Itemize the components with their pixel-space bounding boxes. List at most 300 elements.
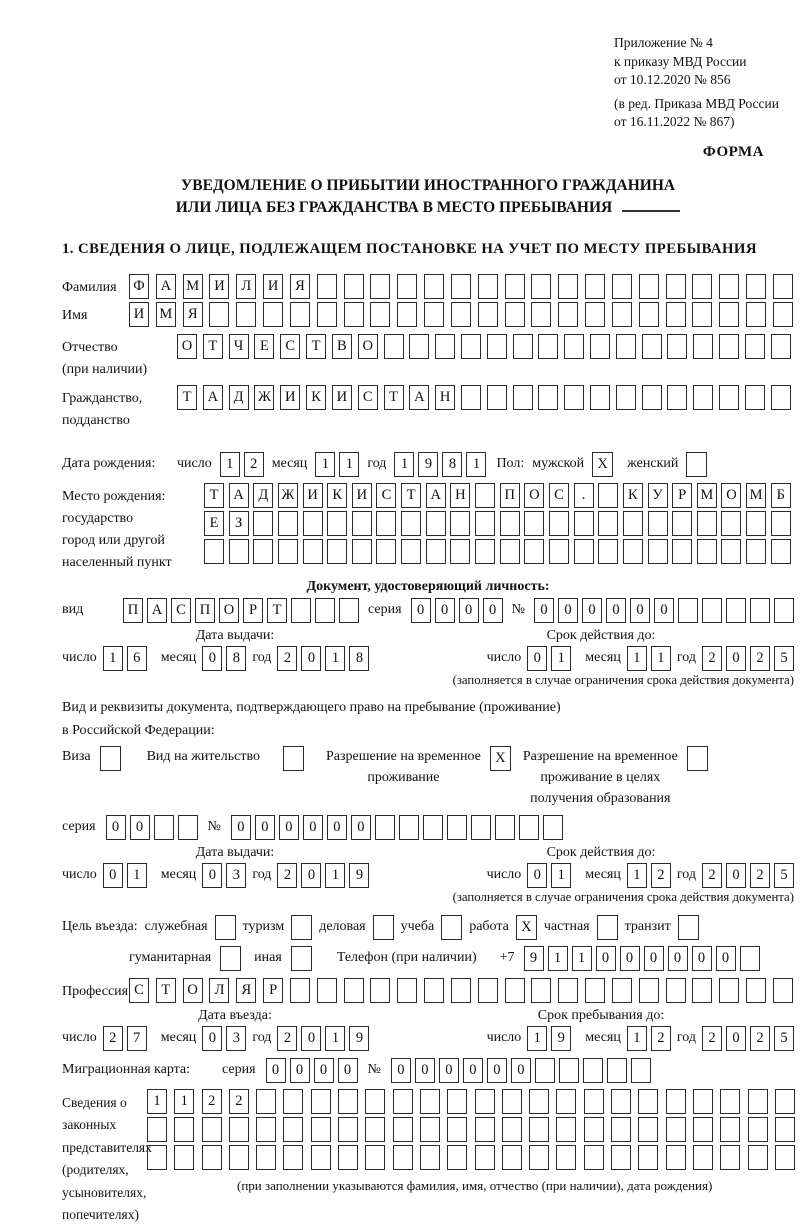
- char-cell[interactable]: 8: [349, 646, 369, 671]
- char-cell[interactable]: [447, 1145, 467, 1170]
- char-cell[interactable]: 1: [325, 646, 345, 671]
- char-cell[interactable]: 0: [511, 1058, 531, 1083]
- char-cell[interactable]: [344, 978, 364, 1003]
- char-cell[interactable]: 2: [702, 863, 722, 888]
- char-cell[interactable]: [666, 302, 686, 327]
- char-cell[interactable]: [376, 539, 396, 564]
- char-cell[interactable]: [256, 1117, 276, 1142]
- char-cell[interactable]: Ф: [129, 274, 149, 299]
- char-cell[interactable]: И: [303, 483, 323, 508]
- char-cell[interactable]: [746, 511, 766, 536]
- char-cell[interactable]: [426, 511, 446, 536]
- char-cell[interactable]: 0: [644, 946, 664, 971]
- char-cell[interactable]: О: [219, 598, 239, 623]
- char-cell[interactable]: [693, 334, 713, 359]
- char-cell[interactable]: 1: [127, 863, 147, 888]
- char-cell[interactable]: [451, 978, 471, 1003]
- char-cell[interactable]: [773, 978, 793, 1003]
- char-cell[interactable]: 0: [303, 815, 323, 840]
- char-cell[interactable]: [256, 1145, 276, 1170]
- char-cell[interactable]: Д: [253, 483, 273, 508]
- char-cell[interactable]: [399, 815, 419, 840]
- char-cell[interactable]: 2: [277, 1026, 297, 1051]
- char-cell[interactable]: Л: [236, 274, 256, 299]
- char-cell[interactable]: [585, 978, 605, 1003]
- char-cell[interactable]: [471, 815, 491, 840]
- char-cell[interactable]: [478, 978, 498, 1003]
- char-cell[interactable]: О: [358, 334, 378, 359]
- char-cell[interactable]: 0: [301, 863, 321, 888]
- char-cell[interactable]: [352, 539, 372, 564]
- char-cell[interactable]: 1: [325, 863, 345, 888]
- char-cell[interactable]: Н: [450, 483, 470, 508]
- char-cell[interactable]: О: [524, 483, 544, 508]
- char-cell[interactable]: [475, 1089, 495, 1114]
- char-cell[interactable]: [283, 1089, 303, 1114]
- char-cell[interactable]: [420, 1117, 440, 1142]
- char-cell[interactable]: [311, 1145, 331, 1170]
- char-cell[interactable]: [719, 302, 739, 327]
- char-cell[interactable]: [365, 1145, 385, 1170]
- char-cell[interactable]: Я: [236, 978, 256, 1003]
- char-cell[interactable]: [202, 1145, 222, 1170]
- char-cell[interactable]: [447, 815, 467, 840]
- char-cell[interactable]: [461, 334, 481, 359]
- char-cell[interactable]: 2: [651, 863, 671, 888]
- char-cell[interactable]: С: [280, 334, 300, 359]
- char-cell[interactable]: А: [426, 483, 446, 508]
- char-cell[interactable]: С: [171, 598, 191, 623]
- purpose-private-checkbox[interactable]: [597, 915, 618, 940]
- char-cell[interactable]: [697, 511, 717, 536]
- char-cell[interactable]: [375, 815, 395, 840]
- char-cell[interactable]: [487, 334, 507, 359]
- char-cell[interactable]: [538, 385, 558, 410]
- char-cell[interactable]: 0: [435, 598, 455, 623]
- char-cell[interactable]: [538, 334, 558, 359]
- char-cell[interactable]: Ж: [254, 385, 274, 410]
- char-cell[interactable]: [344, 274, 364, 299]
- char-cell[interactable]: [370, 302, 390, 327]
- char-cell[interactable]: К: [623, 483, 643, 508]
- char-cell[interactable]: [556, 1145, 576, 1170]
- char-cell[interactable]: 5: [774, 863, 794, 888]
- char-cell[interactable]: [420, 1145, 440, 1170]
- char-cell[interactable]: 0: [487, 1058, 507, 1083]
- sex-female-checkbox[interactable]: [686, 452, 707, 477]
- char-cell[interactable]: 0: [463, 1058, 483, 1083]
- char-cell[interactable]: [611, 1089, 631, 1114]
- char-cell[interactable]: М: [746, 483, 766, 508]
- char-cell[interactable]: [376, 511, 396, 536]
- char-cell[interactable]: 0: [290, 1058, 310, 1083]
- char-cell[interactable]: [397, 274, 417, 299]
- char-cell[interactable]: [365, 1117, 385, 1142]
- char-cell[interactable]: [748, 1145, 768, 1170]
- char-cell[interactable]: [773, 274, 793, 299]
- char-cell[interactable]: [697, 539, 717, 564]
- char-cell[interactable]: [311, 1089, 331, 1114]
- char-cell[interactable]: [639, 302, 659, 327]
- char-cell[interactable]: [531, 302, 551, 327]
- char-cell[interactable]: [574, 539, 594, 564]
- char-cell[interactable]: 1: [627, 646, 647, 671]
- char-cell[interactable]: [612, 274, 632, 299]
- char-cell[interactable]: [447, 1117, 467, 1142]
- char-cell[interactable]: [524, 511, 544, 536]
- char-cell[interactable]: И: [129, 302, 149, 327]
- char-cell[interactable]: 0: [202, 646, 222, 671]
- char-cell[interactable]: [409, 334, 429, 359]
- char-cell[interactable]: 0: [202, 863, 222, 888]
- char-cell[interactable]: 2: [103, 1026, 123, 1051]
- char-cell[interactable]: [529, 1145, 549, 1170]
- char-cell[interactable]: 0: [411, 598, 431, 623]
- purpose-humanitarian-checkbox[interactable]: [220, 946, 241, 971]
- char-cell[interactable]: [531, 274, 551, 299]
- char-cell[interactable]: 0: [231, 815, 251, 840]
- char-cell[interactable]: 0: [439, 1058, 459, 1083]
- char-cell[interactable]: 0: [106, 815, 126, 840]
- char-cell[interactable]: [693, 385, 713, 410]
- char-cell[interactable]: С: [376, 483, 396, 508]
- char-cell[interactable]: Д: [229, 385, 249, 410]
- char-cell[interactable]: [174, 1145, 194, 1170]
- purpose-study-checkbox[interactable]: [441, 915, 462, 940]
- char-cell[interactable]: [750, 598, 770, 623]
- char-cell[interactable]: [451, 274, 471, 299]
- char-cell[interactable]: 0: [620, 946, 640, 971]
- char-cell[interactable]: [666, 1117, 686, 1142]
- char-cell[interactable]: [317, 978, 337, 1003]
- char-cell[interactable]: [290, 302, 310, 327]
- char-cell[interactable]: А: [156, 274, 176, 299]
- char-cell[interactable]: 5: [774, 646, 794, 671]
- char-cell[interactable]: [639, 978, 659, 1003]
- char-cell[interactable]: 0: [314, 1058, 334, 1083]
- char-cell[interactable]: [478, 302, 498, 327]
- char-cell[interactable]: [719, 385, 739, 410]
- char-cell[interactable]: [648, 511, 668, 536]
- char-cell[interactable]: [638, 1117, 658, 1142]
- char-cell[interactable]: 1: [572, 946, 592, 971]
- char-cell[interactable]: Ч: [229, 334, 249, 359]
- char-cell[interactable]: [746, 302, 766, 327]
- char-cell[interactable]: [505, 978, 525, 1003]
- char-cell[interactable]: [529, 1089, 549, 1114]
- char-cell[interactable]: П: [123, 598, 143, 623]
- char-cell[interactable]: [505, 302, 525, 327]
- char-cell[interactable]: А: [147, 598, 167, 623]
- char-cell[interactable]: [720, 1117, 740, 1142]
- char-cell[interactable]: 9: [349, 863, 369, 888]
- char-cell[interactable]: [748, 1089, 768, 1114]
- char-cell[interactable]: У: [648, 483, 668, 508]
- char-cell[interactable]: И: [209, 274, 229, 299]
- char-cell[interactable]: [666, 274, 686, 299]
- char-cell[interactable]: [202, 1117, 222, 1142]
- char-cell[interactable]: 0: [391, 1058, 411, 1083]
- char-cell[interactable]: Ж: [278, 483, 298, 508]
- char-cell[interactable]: С: [129, 978, 149, 1003]
- char-cell[interactable]: [666, 1145, 686, 1170]
- char-cell[interactable]: [720, 1145, 740, 1170]
- char-cell[interactable]: [771, 511, 791, 536]
- char-cell[interactable]: [475, 511, 495, 536]
- char-cell[interactable]: [487, 385, 507, 410]
- char-cell[interactable]: 0: [527, 646, 547, 671]
- char-cell[interactable]: [558, 978, 578, 1003]
- char-cell[interactable]: Т: [203, 334, 223, 359]
- char-cell[interactable]: Е: [254, 334, 274, 359]
- char-cell[interactable]: [773, 302, 793, 327]
- char-cell[interactable]: [558, 274, 578, 299]
- char-cell[interactable]: [556, 1117, 576, 1142]
- char-cell[interactable]: [672, 539, 692, 564]
- char-cell[interactable]: [720, 1089, 740, 1114]
- char-cell[interactable]: [229, 1117, 249, 1142]
- char-cell[interactable]: [317, 274, 337, 299]
- residence-permit-checkbox[interactable]: [283, 746, 304, 771]
- char-cell[interactable]: 9: [349, 1026, 369, 1051]
- char-cell[interactable]: А: [229, 483, 249, 508]
- char-cell[interactable]: [638, 1089, 658, 1114]
- char-cell[interactable]: 0: [301, 1026, 321, 1051]
- visa-checkbox[interactable]: [100, 746, 121, 771]
- char-cell[interactable]: [543, 815, 563, 840]
- char-cell[interactable]: [338, 1089, 358, 1114]
- char-cell[interactable]: [771, 539, 791, 564]
- char-cell[interactable]: [475, 539, 495, 564]
- char-cell[interactable]: [590, 334, 610, 359]
- char-cell[interactable]: [315, 598, 335, 623]
- char-cell[interactable]: [574, 511, 594, 536]
- char-cell[interactable]: [450, 511, 470, 536]
- char-cell[interactable]: [291, 598, 311, 623]
- char-cell[interactable]: [623, 539, 643, 564]
- char-cell[interactable]: [502, 1089, 522, 1114]
- char-cell[interactable]: 0: [279, 815, 299, 840]
- char-cell[interactable]: [502, 1145, 522, 1170]
- char-cell[interactable]: [475, 1117, 495, 1142]
- char-cell[interactable]: Т: [267, 598, 287, 623]
- char-cell[interactable]: [478, 274, 498, 299]
- char-cell[interactable]: 0: [654, 598, 674, 623]
- char-cell[interactable]: 9: [551, 1026, 571, 1051]
- purpose-official-checkbox[interactable]: [215, 915, 236, 940]
- char-cell[interactable]: [590, 385, 610, 410]
- char-cell[interactable]: [558, 302, 578, 327]
- char-cell[interactable]: 0: [558, 598, 578, 623]
- char-cell[interactable]: 2: [277, 863, 297, 888]
- char-cell[interactable]: Я: [290, 274, 310, 299]
- char-cell[interactable]: [424, 978, 444, 1003]
- char-cell[interactable]: [598, 483, 618, 508]
- char-cell[interactable]: [559, 1058, 579, 1083]
- char-cell[interactable]: [531, 978, 551, 1003]
- char-cell[interactable]: [564, 385, 584, 410]
- char-cell[interactable]: [702, 598, 722, 623]
- char-cell[interactable]: [678, 598, 698, 623]
- char-cell[interactable]: 0: [338, 1058, 358, 1083]
- char-cell[interactable]: [263, 302, 283, 327]
- char-cell[interactable]: [721, 511, 741, 536]
- char-cell[interactable]: [461, 385, 481, 410]
- char-cell[interactable]: 0: [606, 598, 626, 623]
- char-cell[interactable]: 6: [127, 646, 147, 671]
- char-cell[interactable]: [339, 598, 359, 623]
- char-cell[interactable]: [500, 539, 520, 564]
- char-cell[interactable]: 0: [483, 598, 503, 623]
- char-cell[interactable]: М: [697, 483, 717, 508]
- char-cell[interactable]: [584, 1089, 604, 1114]
- char-cell[interactable]: К: [306, 385, 326, 410]
- char-cell[interactable]: К: [327, 483, 347, 508]
- char-cell[interactable]: 0: [668, 946, 688, 971]
- char-cell[interactable]: [692, 302, 712, 327]
- char-cell[interactable]: [370, 978, 390, 1003]
- char-cell[interactable]: 2: [202, 1089, 222, 1114]
- char-cell[interactable]: [774, 598, 794, 623]
- char-cell[interactable]: 1: [527, 1026, 547, 1051]
- char-cell[interactable]: 0: [534, 598, 554, 623]
- char-cell[interactable]: 1: [466, 452, 486, 477]
- char-cell[interactable]: [278, 539, 298, 564]
- char-cell[interactable]: [229, 539, 249, 564]
- char-cell[interactable]: [338, 1145, 358, 1170]
- char-cell[interactable]: [642, 385, 662, 410]
- char-cell[interactable]: 2: [750, 1026, 770, 1051]
- char-cell[interactable]: [393, 1089, 413, 1114]
- char-cell[interactable]: 1: [551, 646, 571, 671]
- char-cell[interactable]: Е: [204, 511, 224, 536]
- char-cell[interactable]: [775, 1145, 795, 1170]
- char-cell[interactable]: [692, 274, 712, 299]
- char-cell[interactable]: [327, 539, 347, 564]
- char-cell[interactable]: О: [177, 334, 197, 359]
- char-cell[interactable]: Т: [384, 385, 404, 410]
- char-cell[interactable]: 2: [702, 646, 722, 671]
- char-cell[interactable]: [519, 815, 539, 840]
- char-cell[interactable]: [612, 978, 632, 1003]
- char-cell[interactable]: [451, 302, 471, 327]
- char-cell[interactable]: 0: [130, 815, 150, 840]
- char-cell[interactable]: 9: [524, 946, 544, 971]
- char-cell[interactable]: [721, 539, 741, 564]
- char-cell[interactable]: 0: [351, 815, 371, 840]
- char-cell[interactable]: [719, 334, 739, 359]
- char-cell[interactable]: И: [280, 385, 300, 410]
- char-cell[interactable]: [147, 1117, 167, 1142]
- temp-residence-checkbox[interactable]: X: [490, 746, 511, 771]
- char-cell[interactable]: [401, 511, 421, 536]
- char-cell[interactable]: .: [574, 483, 594, 508]
- char-cell[interactable]: 2: [750, 863, 770, 888]
- char-cell[interactable]: Т: [156, 978, 176, 1003]
- char-cell[interactable]: [585, 302, 605, 327]
- char-cell[interactable]: 0: [266, 1058, 286, 1083]
- char-cell[interactable]: Я: [183, 302, 203, 327]
- char-cell[interactable]: [719, 274, 739, 299]
- char-cell[interactable]: [447, 1089, 467, 1114]
- char-cell[interactable]: [611, 1117, 631, 1142]
- char-cell[interactable]: 2: [651, 1026, 671, 1051]
- char-cell[interactable]: [500, 511, 520, 536]
- char-cell[interactable]: П: [500, 483, 520, 508]
- char-cell[interactable]: [740, 946, 760, 971]
- char-cell[interactable]: Т: [401, 483, 421, 508]
- char-cell[interactable]: Л: [209, 978, 229, 1003]
- char-cell[interactable]: 1: [315, 452, 335, 477]
- char-cell[interactable]: [303, 511, 323, 536]
- char-cell[interactable]: 0: [692, 946, 712, 971]
- char-cell[interactable]: [283, 1145, 303, 1170]
- char-cell[interactable]: [256, 1089, 276, 1114]
- char-cell[interactable]: 1: [627, 1026, 647, 1051]
- purpose-business-checkbox[interactable]: [373, 915, 394, 940]
- char-cell[interactable]: [584, 1117, 604, 1142]
- char-cell[interactable]: [746, 274, 766, 299]
- char-cell[interactable]: [424, 274, 444, 299]
- char-cell[interactable]: 3: [226, 1026, 246, 1051]
- char-cell[interactable]: А: [409, 385, 429, 410]
- char-cell[interactable]: Р: [263, 978, 283, 1003]
- char-cell[interactable]: [393, 1117, 413, 1142]
- char-cell[interactable]: 2: [750, 646, 770, 671]
- char-cell[interactable]: [303, 539, 323, 564]
- char-cell[interactable]: 0: [726, 1026, 746, 1051]
- char-cell[interactable]: Р: [672, 483, 692, 508]
- char-cell[interactable]: [666, 1089, 686, 1114]
- char-cell[interactable]: [338, 1117, 358, 1142]
- char-cell[interactable]: [178, 815, 198, 840]
- char-cell[interactable]: [154, 815, 174, 840]
- char-cell[interactable]: [401, 539, 421, 564]
- char-cell[interactable]: [598, 539, 618, 564]
- char-cell[interactable]: [745, 334, 765, 359]
- char-cell[interactable]: 2: [229, 1089, 249, 1114]
- char-cell[interactable]: [495, 815, 515, 840]
- temp-residence-education-checkbox[interactable]: [687, 746, 708, 771]
- char-cell[interactable]: [174, 1117, 194, 1142]
- char-cell[interactable]: [475, 1145, 495, 1170]
- char-cell[interactable]: [672, 511, 692, 536]
- char-cell[interactable]: 1: [548, 946, 568, 971]
- char-cell[interactable]: [771, 334, 791, 359]
- char-cell[interactable]: [475, 483, 495, 508]
- char-cell[interactable]: [344, 302, 364, 327]
- char-cell[interactable]: 1: [174, 1089, 194, 1114]
- char-cell[interactable]: 1: [551, 863, 571, 888]
- char-cell[interactable]: [426, 539, 446, 564]
- char-cell[interactable]: [642, 334, 662, 359]
- char-cell[interactable]: [692, 978, 712, 1003]
- char-cell[interactable]: [775, 1089, 795, 1114]
- char-cell[interactable]: О: [183, 978, 203, 1003]
- char-cell[interactable]: [775, 1117, 795, 1142]
- char-cell[interactable]: [748, 1117, 768, 1142]
- char-cell[interactable]: Б: [771, 483, 791, 508]
- char-cell[interactable]: 0: [630, 598, 650, 623]
- char-cell[interactable]: 9: [418, 452, 438, 477]
- char-cell[interactable]: [513, 385, 533, 410]
- purpose-tourism-checkbox[interactable]: [291, 915, 312, 940]
- char-cell[interactable]: [584, 1145, 604, 1170]
- char-cell[interactable]: [611, 1145, 631, 1170]
- char-cell[interactable]: 0: [527, 863, 547, 888]
- char-cell[interactable]: 8: [442, 452, 462, 477]
- char-cell[interactable]: [209, 302, 229, 327]
